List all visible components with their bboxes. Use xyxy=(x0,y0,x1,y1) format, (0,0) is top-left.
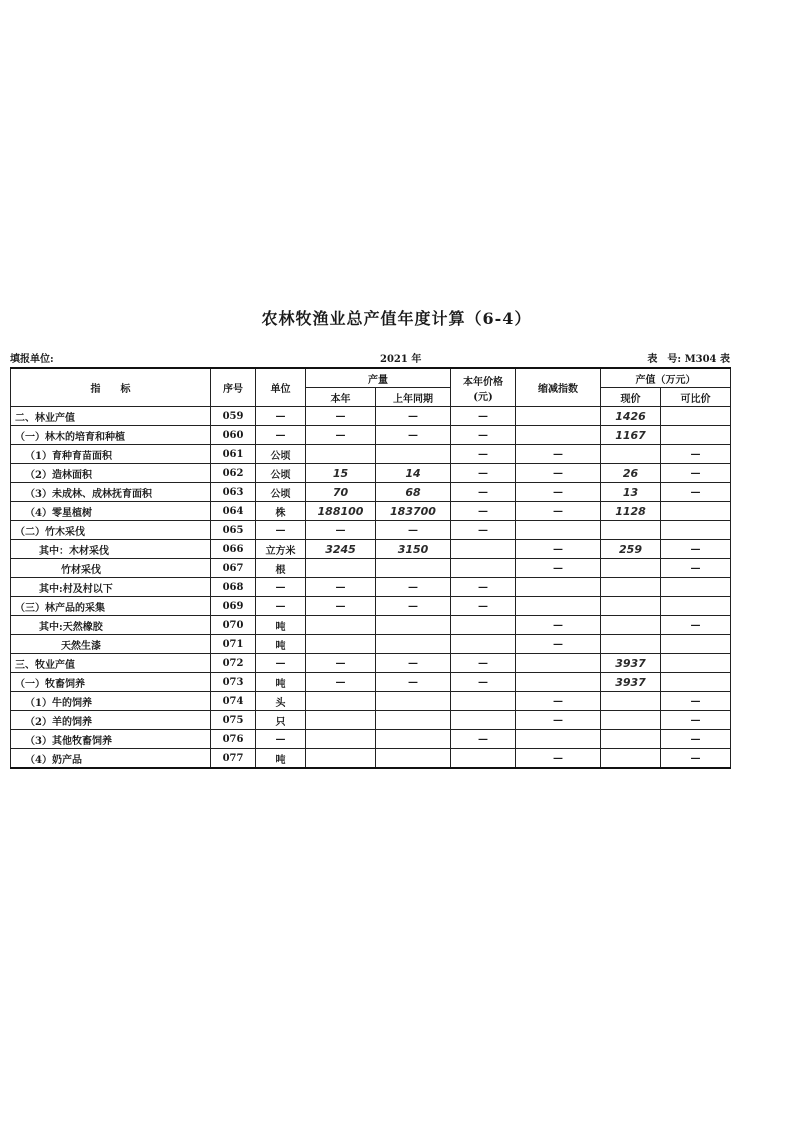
header-output-last-year: 上年同期 xyxy=(376,388,451,407)
table-row xyxy=(11,502,731,521)
row-seq: 062 xyxy=(211,464,256,483)
row-unit: 公顷 xyxy=(256,483,306,502)
row-price: — xyxy=(451,730,516,749)
row-this-year xyxy=(306,559,376,578)
row-price: — xyxy=(451,597,516,616)
row-deflator xyxy=(516,578,601,597)
header-price xyxy=(451,368,516,407)
row-current-value: 259 xyxy=(601,540,661,559)
reporting-unit-label: 填报单位: xyxy=(10,354,54,365)
row-unit: — xyxy=(256,730,306,749)
row-this-year: — xyxy=(306,426,376,445)
row-current-value xyxy=(601,559,661,578)
row-deflator: — xyxy=(516,635,601,654)
row-indicator: （3）未成林、成林抚育面积 xyxy=(11,483,211,502)
row-last-year xyxy=(376,616,451,635)
row-price xyxy=(451,692,516,711)
row-comparable-value: — xyxy=(661,540,731,559)
row-price xyxy=(451,540,516,559)
table-row xyxy=(11,597,731,616)
row-last-year xyxy=(376,445,451,464)
row-unit: — xyxy=(256,578,306,597)
table-row xyxy=(11,711,731,730)
header-seq: 序号 xyxy=(211,368,256,407)
row-this-year: — xyxy=(306,521,376,540)
row-comparable-value: — xyxy=(661,483,731,502)
table-row xyxy=(11,445,731,464)
row-price: — xyxy=(451,483,516,502)
row-deflator xyxy=(516,407,601,426)
table-row xyxy=(11,559,731,578)
row-current-value: 3937 xyxy=(601,673,661,692)
row-indicator: （4）零星植树 xyxy=(11,502,211,521)
row-unit: 吨 xyxy=(256,616,306,635)
row-seq: 061 xyxy=(211,445,256,464)
row-current-value xyxy=(601,711,661,730)
row-indicator: （一）林木的培育和种植 xyxy=(11,426,211,445)
row-indicator: 三、牧业产值 xyxy=(11,654,211,673)
row-last-year xyxy=(376,711,451,730)
row-this-year xyxy=(306,711,376,730)
row-current-value: 3937 xyxy=(601,654,661,673)
row-last-year: 68 xyxy=(376,483,451,502)
row-deflator: — xyxy=(516,540,601,559)
table-row xyxy=(11,673,731,692)
row-this-year xyxy=(306,692,376,711)
row-this-year: — xyxy=(306,597,376,616)
row-last-year: — xyxy=(376,673,451,692)
row-price xyxy=(451,559,516,578)
row-this-year: — xyxy=(306,673,376,692)
header-output: 产量 xyxy=(306,368,451,388)
row-last-year: — xyxy=(376,654,451,673)
row-price: — xyxy=(451,407,516,426)
row-this-year xyxy=(306,749,376,769)
row-current-value xyxy=(601,578,661,597)
row-price xyxy=(451,635,516,654)
row-deflator: — xyxy=(516,692,601,711)
row-unit: 只 xyxy=(256,711,306,730)
row-indicator: 其中:天然橡胶 xyxy=(11,616,211,635)
row-current-value xyxy=(601,692,661,711)
row-last-year: — xyxy=(376,407,451,426)
row-price: — xyxy=(451,464,516,483)
row-unit: 吨 xyxy=(256,673,306,692)
header-price-label: 本年价格 xyxy=(463,376,503,388)
row-unit: 公顷 xyxy=(256,464,306,483)
row-comparable-value: — xyxy=(661,616,731,635)
row-current-value xyxy=(601,635,661,654)
row-indicator: 其中:村及村以下 xyxy=(11,578,211,597)
row-indicator: 其中：木材采伐 xyxy=(11,540,211,559)
row-deflator xyxy=(516,521,601,540)
row-current-value xyxy=(601,616,661,635)
row-this-year: — xyxy=(306,654,376,673)
report-year: 2021 年 xyxy=(380,354,422,365)
row-deflator xyxy=(516,673,601,692)
row-comparable-value: — xyxy=(661,559,731,578)
row-price: — xyxy=(451,578,516,597)
row-deflator: — xyxy=(516,616,601,635)
row-seq: 059 xyxy=(211,407,256,426)
row-seq: 064 xyxy=(211,502,256,521)
row-unit: — xyxy=(256,426,306,445)
row-seq: 069 xyxy=(211,597,256,616)
row-unit: 公顷 xyxy=(256,445,306,464)
row-deflator xyxy=(516,730,601,749)
row-seq: 075 xyxy=(211,711,256,730)
header-indicator: 指 标 xyxy=(11,368,211,407)
row-indicator: （1）育种育苗面积 xyxy=(11,445,211,464)
row-seq: 077 xyxy=(211,749,256,769)
row-last-year: 183700 xyxy=(376,502,451,521)
row-comparable-value xyxy=(661,635,731,654)
form-number: 表 号: M304 表 xyxy=(647,354,730,365)
row-comparable-value xyxy=(661,521,731,540)
row-comparable-value: — xyxy=(661,692,731,711)
row-current-value: 1167 xyxy=(601,426,661,445)
row-last-year: — xyxy=(376,578,451,597)
row-unit: 株 xyxy=(256,502,306,521)
table-row xyxy=(11,426,731,445)
row-deflator: — xyxy=(516,464,601,483)
row-comparable-value xyxy=(661,407,731,426)
row-comparable-value: — xyxy=(661,749,731,769)
row-current-value: 13 xyxy=(601,483,661,502)
row-current-value xyxy=(601,597,661,616)
header-unit: 单位 xyxy=(256,368,306,407)
row-price: — xyxy=(451,654,516,673)
row-last-year xyxy=(376,730,451,749)
row-last-year: — xyxy=(376,597,451,616)
row-unit: — xyxy=(256,521,306,540)
header-value-current: 现价 xyxy=(601,388,661,407)
row-last-year: — xyxy=(376,426,451,445)
row-unit: 吨 xyxy=(256,635,306,654)
row-indicator: （三）林产品的采集 xyxy=(11,597,211,616)
row-this-year: 70 xyxy=(306,483,376,502)
row-last-year xyxy=(376,749,451,769)
row-price xyxy=(451,616,516,635)
row-price xyxy=(451,749,516,769)
row-seq: 074 xyxy=(211,692,256,711)
row-unit: — xyxy=(256,654,306,673)
row-deflator: — xyxy=(516,483,601,502)
row-comparable-value xyxy=(661,597,731,616)
row-last-year: 3150 xyxy=(376,540,451,559)
row-deflator: — xyxy=(516,559,601,578)
table-row xyxy=(11,483,731,502)
row-current-value: 1426 xyxy=(601,407,661,426)
header-value-comparable: 可比价 xyxy=(661,388,731,407)
row-indicator: （2）羊的饲养 xyxy=(11,711,211,730)
row-price xyxy=(451,711,516,730)
row-comparable-value: — xyxy=(661,445,731,464)
row-indicator: （一）牧畜饲养 xyxy=(11,673,211,692)
row-unit: 吨 xyxy=(256,749,306,769)
row-price: — xyxy=(451,521,516,540)
row-last-year: — xyxy=(376,521,451,540)
row-deflator xyxy=(516,654,601,673)
table-row xyxy=(11,635,731,654)
row-price: — xyxy=(451,426,516,445)
row-this-year: 3245 xyxy=(306,540,376,559)
output-value-table xyxy=(10,367,731,769)
row-this-year: 188100 xyxy=(306,502,376,521)
row-deflator xyxy=(516,426,601,445)
row-current-value xyxy=(601,749,661,769)
table-row xyxy=(11,521,731,540)
row-seq: 066 xyxy=(211,540,256,559)
row-indicator: （3）其他牧畜饲养 xyxy=(11,730,211,749)
row-current-value xyxy=(601,730,661,749)
row-last-year xyxy=(376,692,451,711)
row-seq: 060 xyxy=(211,426,256,445)
row-seq: 070 xyxy=(211,616,256,635)
row-unit: — xyxy=(256,597,306,616)
row-this-year: — xyxy=(306,578,376,597)
row-comparable-value xyxy=(661,426,731,445)
row-this-year xyxy=(306,616,376,635)
row-last-year xyxy=(376,635,451,654)
row-indicator: 竹材采伐 xyxy=(11,559,211,578)
row-price: — xyxy=(451,673,516,692)
row-seq: 071 xyxy=(211,635,256,654)
row-comparable-value xyxy=(661,673,731,692)
row-current-value xyxy=(601,445,661,464)
table-body xyxy=(11,407,731,769)
row-indicator: （4）奶产品 xyxy=(11,749,211,769)
row-indicator: （1）牛的饲养 xyxy=(11,692,211,711)
table-row xyxy=(11,654,731,673)
table-row xyxy=(11,578,731,597)
header-meta xyxy=(10,350,730,366)
row-comparable-value: — xyxy=(661,711,731,730)
table-row xyxy=(11,464,731,483)
row-this-year xyxy=(306,445,376,464)
row-this-year: — xyxy=(306,407,376,426)
row-this-year: 15 xyxy=(306,464,376,483)
row-comparable-value xyxy=(661,578,731,597)
table-row xyxy=(11,407,731,426)
row-unit: 根 xyxy=(256,559,306,578)
row-deflator xyxy=(516,597,601,616)
row-indicator: （二）竹木采伐 xyxy=(11,521,211,540)
row-this-year xyxy=(306,635,376,654)
row-indicator: 天然生漆 xyxy=(11,635,211,654)
table-row xyxy=(11,730,731,749)
table-row xyxy=(11,540,731,559)
document-title: 农林牧渔业总产值年度计算（6-4） xyxy=(261,309,532,328)
row-current-value: 1128 xyxy=(601,502,661,521)
table-header xyxy=(11,368,731,407)
row-seq: 068 xyxy=(211,578,256,597)
row-current-value: 26 xyxy=(601,464,661,483)
header-price-unit: (元) xyxy=(473,391,493,403)
row-seq: 072 xyxy=(211,654,256,673)
header-value: 产值（万元） xyxy=(601,368,731,388)
row-unit: — xyxy=(256,407,306,426)
row-comparable-value: — xyxy=(661,730,731,749)
row-indicator: （2）造林面积 xyxy=(11,464,211,483)
table-row xyxy=(11,692,731,711)
row-last-year: 14 xyxy=(376,464,451,483)
row-unit: 头 xyxy=(256,692,306,711)
row-seq: 065 xyxy=(211,521,256,540)
row-unit: 立方米 xyxy=(256,540,306,559)
row-deflator: — xyxy=(516,711,601,730)
row-this-year xyxy=(306,730,376,749)
row-last-year xyxy=(376,559,451,578)
row-indicator: 二、林业产值 xyxy=(11,407,211,426)
row-seq: 076 xyxy=(211,730,256,749)
row-seq: 063 xyxy=(211,483,256,502)
row-comparable-value xyxy=(661,654,731,673)
row-current-value xyxy=(601,521,661,540)
row-price: — xyxy=(451,502,516,521)
row-seq: 067 xyxy=(211,559,256,578)
row-comparable-value: — xyxy=(661,464,731,483)
row-comparable-value xyxy=(661,502,731,521)
row-deflator: — xyxy=(516,749,601,769)
header-deflator: 缩减指数 xyxy=(516,368,601,407)
row-seq: 073 xyxy=(211,673,256,692)
table-row xyxy=(11,749,731,769)
header-output-this-year: 本年 xyxy=(306,388,376,407)
row-deflator: — xyxy=(516,502,601,521)
row-price: — xyxy=(451,445,516,464)
row-deflator: — xyxy=(516,445,601,464)
table-row xyxy=(11,616,731,635)
